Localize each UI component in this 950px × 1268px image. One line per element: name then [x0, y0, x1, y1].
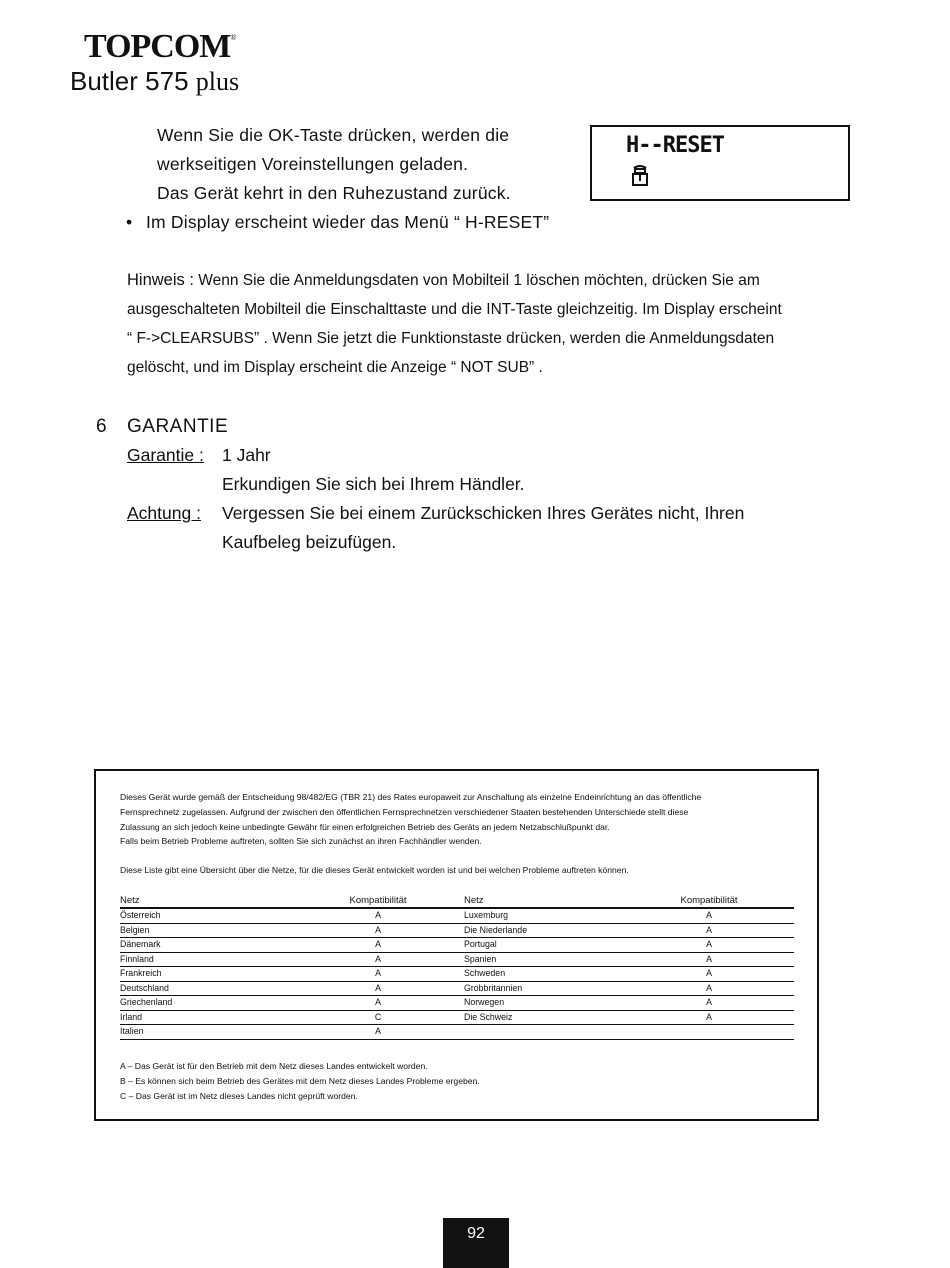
table-cell: A [292, 996, 464, 1011]
model-suffix: plus [195, 67, 240, 96]
legend-item: C – Das Gerät ist im Netz dieses Landes nicht geprüft worden. [120, 1091, 358, 1101]
column-header: Netz [464, 894, 624, 908]
note-paragraph [127, 266, 827, 382]
phone-handset-icon [630, 165, 650, 187]
warranty-value [222, 441, 525, 499]
warranty-line: 1 Jahr [222, 445, 271, 465]
table-cell: A [292, 938, 464, 953]
table-cell: A [292, 952, 464, 967]
table-cell: A [292, 908, 464, 923]
bullet-text: Im Display erscheint wieder das Menü “ H-RESET” [146, 212, 550, 232]
table-cell: Die Schweiz [464, 1010, 624, 1025]
intro-line: Wenn Sie die OK-Taste drücken, werden die [157, 125, 510, 145]
table-cell: A [624, 923, 794, 938]
model-name [70, 68, 239, 95]
table-cell: Portugal [464, 938, 624, 953]
table-cell: A [292, 923, 464, 938]
section-number: 6 [96, 416, 107, 437]
table-row [120, 938, 794, 953]
attention-label: Achtung : [127, 503, 201, 523]
attention-line: Vergessen Sie bei einem Zurückschicken Ihres Gerätes nicht, Ihren [222, 503, 745, 523]
column-header: Netz [120, 894, 292, 908]
note-line: ausgeschalteten Mobilteil die Einschalttaste und die INT-Taste gleichzeitig. Im Display erscheint [127, 301, 782, 318]
table-row [120, 981, 794, 996]
intro-paragraph-line: Falls beim Betrieb Probleme auftreten, sollten Sie sich zunächst an ihren Fachhändler wenden. [120, 836, 482, 847]
table-cell: Norwegen [464, 996, 624, 1011]
table-row [120, 1025, 794, 1040]
attention-line: Kaufbeleg beizufügen. [222, 532, 397, 552]
table-row [120, 923, 794, 938]
compatibility-legend [120, 1059, 480, 1104]
bullet-item [126, 208, 549, 237]
table-cell: A [292, 1025, 464, 1040]
table-cell: A [624, 996, 794, 1011]
table-row [120, 996, 794, 1011]
table-cell: Grobbritannien [464, 981, 624, 996]
table-cell: Schweden [464, 967, 624, 982]
table-cell [624, 1025, 794, 1040]
table-cell: A [292, 981, 464, 996]
warranty-line: Erkundigen Sie sich bei Ihrem Händler. [222, 474, 525, 494]
display-illustration [590, 125, 850, 201]
note-line: gelöscht, und im Display erscheint die Anzeige “ NOT SUB” . [127, 359, 543, 376]
model-title: Butler 575 [70, 66, 189, 96]
intro-paragraph-line: Diese Liste gibt eine Übersicht über die Netze, für die dieses Gerät entwickelt worden ist und bei welchen Probleme auftreten können. [120, 865, 629, 876]
intro-text [157, 121, 511, 208]
table-cell: Die Niederlande [464, 923, 624, 938]
brand-logo [84, 30, 235, 64]
intro-line: werkseitigen Voreinstellungen geladen. [157, 154, 469, 174]
display-text: H--RESET [626, 133, 724, 158]
table-cell: Frankreich [120, 967, 292, 982]
column-header: Kompatibilität [624, 894, 794, 908]
warranty-label: Garantie : [127, 445, 204, 465]
brand-name: TOPCOM [84, 28, 231, 65]
table-cell: A [624, 938, 794, 953]
intro-paragraph-line: Dieses Gerät wurde gemäß der Entscheidung 98/482/EG (TBR 21) des Rates europaweit zur Anschaltung als einzelne Endeinrichtung an das öffentliche [120, 792, 702, 802]
column-header: Kompatibilität [292, 894, 464, 908]
table-cell: A [624, 1010, 794, 1025]
table-cell: A [624, 981, 794, 996]
page-number: 92 [443, 1218, 509, 1268]
table-cell: Dänemark [120, 938, 292, 953]
compatibility-intro [120, 790, 800, 878]
note-line: “ F->CLEARSUBS” . Wenn Sie jetzt die Funktionstaste drücken, werden die Anmeldungsdaten [127, 330, 775, 347]
intro-line: Das Gerät kehrt in den Ruhezustand zurück. [157, 183, 511, 203]
table-cell [464, 1025, 624, 1040]
intro-paragraph-line: Zulassung an sich jedoch keine unbedingte Gewähr für einen erfolgreichen Betrieb des Geräts an jedem Netzabschlußpunkt dar. [120, 821, 610, 832]
intro-paragraph-line: Fernsprechnetz zugelassen. Aufgrund der zwischen den öffentlichen Fernsprechnetzen verschiedener Staaten bestehenden Unterschiede stellt diese [120, 806, 689, 817]
bullet-symbol: • [126, 212, 133, 232]
table-cell: Spanien [464, 952, 624, 967]
table-cell: Irland [120, 1010, 292, 1025]
table-row [120, 967, 794, 982]
table-cell: A [624, 908, 794, 923]
compatibility-box [94, 769, 819, 1121]
table-cell: Belgien [120, 923, 292, 938]
note-label: Hinweis : [127, 271, 194, 289]
compatibility-table [120, 894, 794, 1040]
legend-item: B – Es können sich beim Betrieb des Gerätes mit dem Netz dieses Landes Probleme ergeben. [120, 1076, 480, 1086]
table-cell: A [292, 967, 464, 982]
table-row [120, 908, 794, 923]
attention-value [222, 499, 744, 557]
table-cell: Finnland [120, 952, 292, 967]
table-row [120, 1010, 794, 1025]
table-cell: A [624, 967, 794, 982]
note-line: Wenn Sie die Anmeldungsdaten von Mobilteil 1 löschen möchten, drücken Sie am [193, 272, 760, 289]
table-row [120, 952, 794, 967]
table-cell: C [292, 1010, 464, 1025]
registered-mark: ® [230, 33, 236, 42]
section-title: GARANTIE [127, 416, 229, 437]
table-cell: A [624, 952, 794, 967]
legend-item: A – Das Gerät ist für den Betrieb mit dem Netz dieses Landes entwickelt worden. [120, 1061, 428, 1071]
table-cell: Italien [120, 1025, 292, 1040]
table-cell: Österreich [120, 908, 292, 923]
table-cell: Deutschland [120, 981, 292, 996]
table-header-row [120, 894, 794, 908]
table-cell: Griechenland [120, 996, 292, 1011]
table-cell: Luxemburg [464, 908, 624, 923]
